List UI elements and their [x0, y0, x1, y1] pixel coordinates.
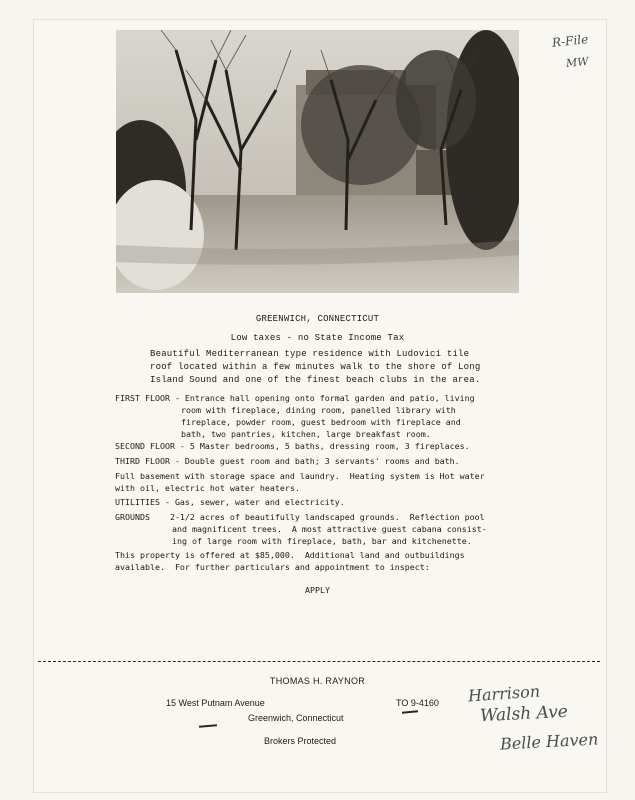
brokers-protected-note: Brokers Protected — [264, 736, 337, 746]
offer-line-2: available. For further particulars and appointment to inspect: — [115, 562, 430, 572]
apply-label: APPLY — [305, 585, 330, 595]
intro-line-2: roof located within a few minutes walk to the shore of Long — [150, 362, 481, 372]
intro-line-3: Island Sound and one of the finest beach clubs in the area. — [150, 375, 481, 385]
handwritten-line-3: Belle Haven — [499, 729, 599, 754]
cut-line-divider — [38, 661, 600, 662]
broker-phone: TO 9-4160 — [396, 698, 439, 708]
second-floor: SECOND FLOOR - 5 Master bedrooms, 5 baths, dressing room, 3 fireplaces. — [115, 441, 470, 451]
broker-address-city: Greenwich, Connecticut — [248, 713, 344, 723]
file-annotation: R-File — [551, 32, 589, 50]
first-floor-line-4: bath, two pantries, kitchen, large breakfast room. — [181, 429, 431, 439]
location-heading: GREENWICH, CONNECTICUT — [255, 314, 380, 324]
offer-line-1: This property is offered at $85,000. Additional land and outbuildings — [115, 550, 465, 560]
intro-line-1: Beautiful Mediterranean type residence with Ludovici tile — [150, 349, 470, 359]
broker-name: THOMAS H. RAYNOR — [269, 676, 366, 686]
handwritten-line-2: Walsh Ave — [479, 701, 569, 727]
handwritten-line-1: Harrison — [467, 681, 541, 706]
utilities: UTILITIES - Gas, sewer, water and electricity. — [115, 497, 345, 507]
first-floor-line-3: fireplace, powder room, guest bedroom with fireplace and — [181, 417, 461, 427]
grounds-line-2: and magnificent trees. A most attractive guest cabana consist- — [172, 524, 487, 534]
tax-note: Low taxes - no State Income Tax — [230, 333, 405, 343]
grounds-line-3: ing of large room with fireplace, bath, bar and kitchenette. — [172, 536, 472, 546]
first-floor-line-1: FIRST FLOOR - Entrance hall opening onto formal garden and patio, living — [115, 393, 475, 403]
first-floor-line-2: room with fireplace, dining room, panelled library with — [181, 405, 456, 415]
third-floor: THIRD FLOOR - Double guest room and bath; 3 servants' rooms and bath. — [115, 456, 460, 466]
basement-line-1: Full basement with storage space and laundry. Heating system is Hot water — [115, 471, 485, 481]
grounds-line-1: GROUNDS 2-1/2 acres of beautifully landscaped grounds. Reflection pool — [115, 512, 485, 522]
broker-address-street: 15 West Putnam Avenue — [166, 698, 265, 708]
initials-annotation: MW — [565, 54, 590, 71]
house-photo — [116, 30, 519, 293]
basement-line-2: with oil, electric hot water heaters. — [115, 483, 300, 493]
